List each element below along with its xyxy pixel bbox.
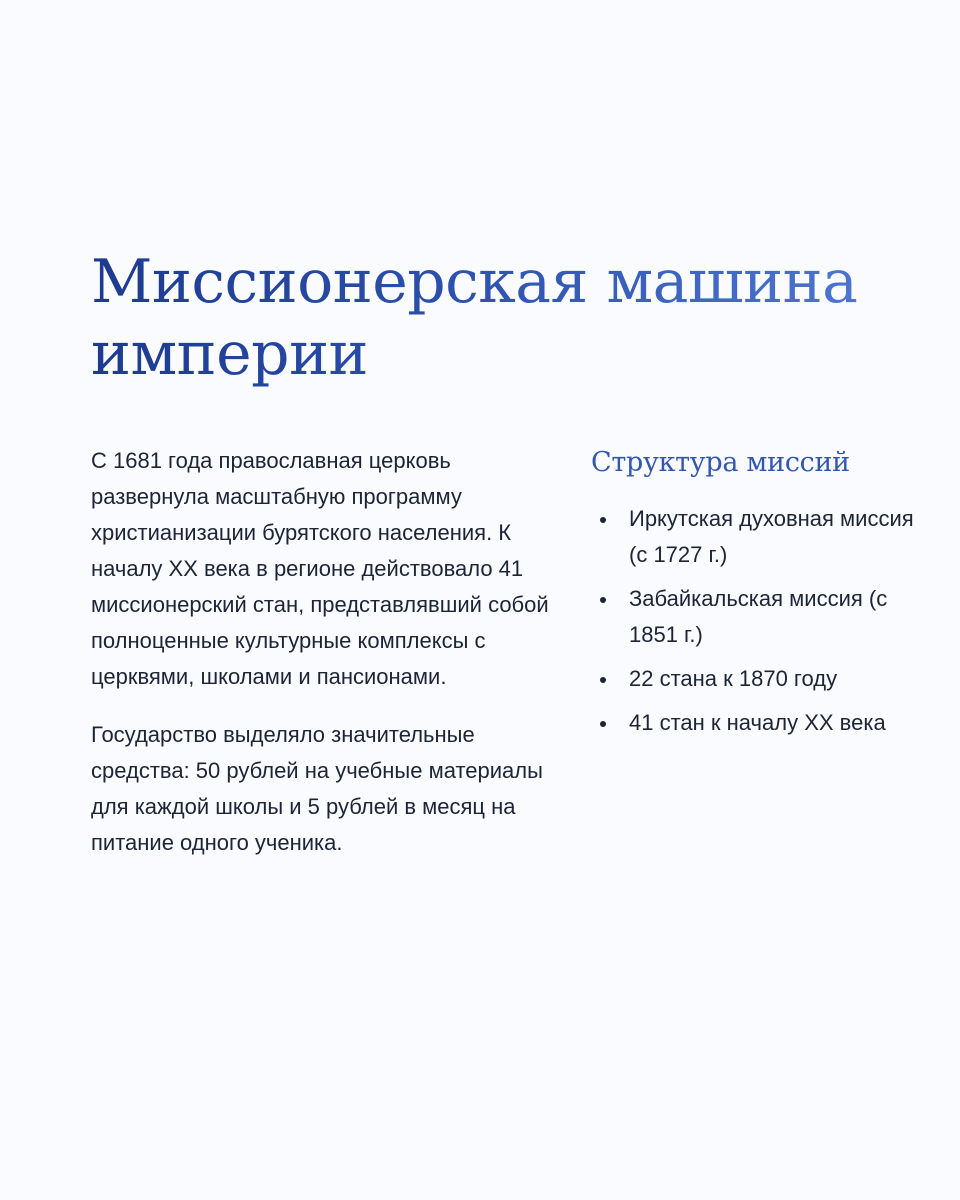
list-item-text: Иркутская духовная миссия (с 1727 г.): [629, 506, 914, 567]
bullet-icon: [600, 677, 606, 683]
list-item-text: 22 стана к 1870 году: [629, 666, 838, 691]
funding-paragraph: Государство выделяло значительные средства: 50 рублей на учебные материалы для каждой школы и 5 рублей в месяц на питание одного ученика.: [91, 722, 543, 855]
list-item-text: 41 стан к началу XX века: [629, 710, 886, 735]
bullet-icon: [600, 517, 606, 523]
list-item-text: Забайкальская миссия (с 1851 г.): [629, 586, 888, 647]
section-heading: Структура миссий: [591, 447, 850, 478]
list-item: [591, 661, 921, 697]
missions-structure-panel: [591, 443, 921, 749]
list-item: [591, 581, 921, 653]
list-item: [591, 705, 921, 741]
bullet-icon: [600, 721, 606, 727]
missions-list: [591, 501, 921, 741]
main-text-column: [91, 443, 551, 883]
page-title: Миссионерская машина империи: [91, 246, 891, 390]
intro-paragraph: С 1681 года православная церковь развернула масштабную программу христианизации бурятского населения. К началу XX века в регионе действовало 41 миссионерский стан, представлявший собой полноценные культурные комплексы с церквями, школами и пансионами.: [91, 448, 549, 689]
list-item: [591, 501, 921, 573]
bullet-icon: [600, 597, 606, 603]
